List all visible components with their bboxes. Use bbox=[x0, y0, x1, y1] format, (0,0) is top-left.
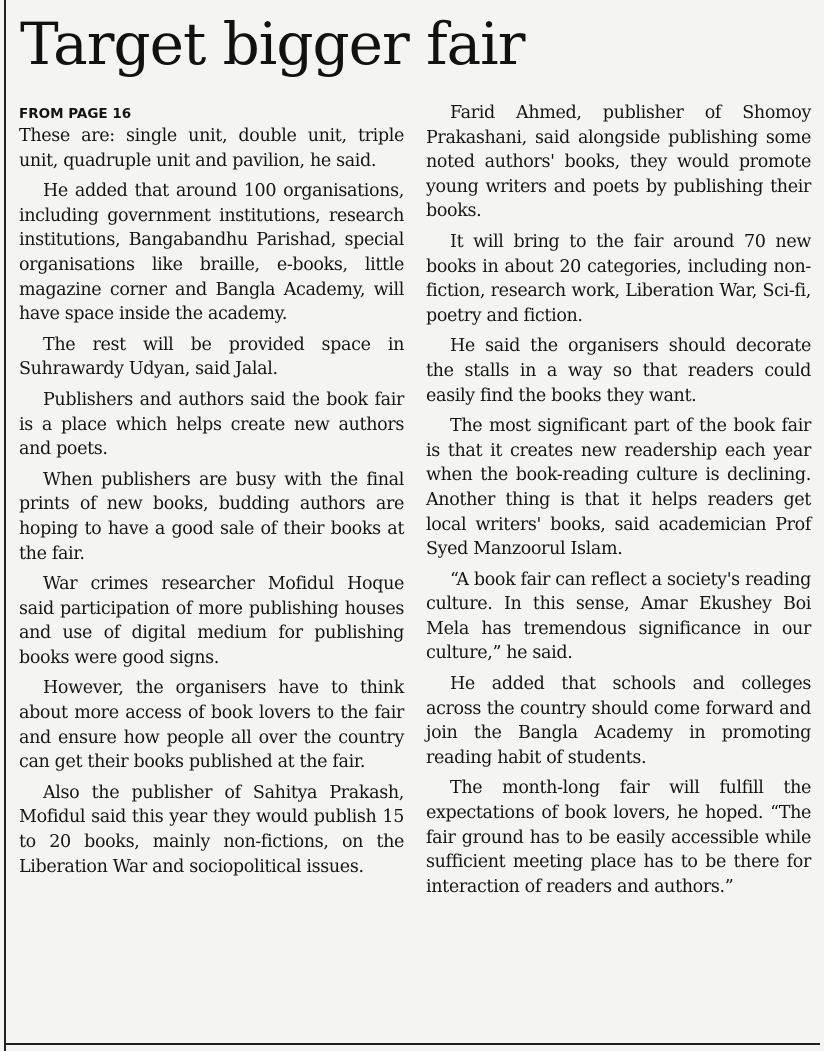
article-column-right bbox=[426, 101, 811, 899]
paragraph: Publishers and authors said the book fair is a place which helps create new authors and poets. bbox=[19, 389, 404, 460]
paragraph: Also the publisher of Sahitya Prakash, Mofidul said this year they would publish 15 to 20 books, mainly non-fictions, on the Liberation War and sociopolitical issues. bbox=[19, 782, 404, 877]
paragraph: However, the organisers have to think about more access of book lovers to the fair and ensure how people all over the country can get their books published at the fair. bbox=[19, 678, 404, 773]
headline: Target bigger fair bbox=[20, 10, 525, 78]
paragraph: Farid Ahmed, publisher of Shomoy Prakashani, said alongside publishing some noted authors' books, they would promote young writers and poets by publishing their books. bbox=[426, 103, 811, 222]
paragraph: He added that around 100 organisations, including government institutions, research institutions, Bangabandhu Parishad, special organisations like braille, e-books, little magazine corner and Bangla Academy, will have space inside the academy. bbox=[19, 181, 404, 325]
paragraph: It will bring to the fair around 70 new books in about 20 categories, including non-fiction, research work, Liberation War, Sci-fi, poetry and fiction. bbox=[426, 231, 811, 326]
left-column-rule bbox=[4, 0, 6, 1051]
continuation-kicker: FROM PAGE 16 bbox=[19, 106, 132, 122]
article-column-left bbox=[19, 104, 404, 879]
paragraph: The month-long fair will fulfill the expectations of book lovers, he hoped. “The fair ground has to be easily accessible while sufficient meeting place has to be there for interaction of readers and authors.” bbox=[426, 778, 811, 897]
paragraph: The rest will be provided space in Suhrawardy Udyan, said Jalal. bbox=[19, 334, 404, 380]
paragraph: These are: single unit, double unit, triple unit, quadruple unit and pavilion, he said. bbox=[19, 126, 404, 171]
paragraph: “A book fair can reflect a society's reading culture. In this sense, Amar Ekushey Boi Mela has tremendous significance in our culture,” he said. bbox=[426, 569, 811, 664]
bottom-rule bbox=[4, 1043, 820, 1045]
paragraph: He said the organisers should decorate the stalls in a way so that readers could easily find the books they want. bbox=[426, 336, 811, 406]
paragraph: The most significant part of the book fair is that it creates new readership each year when the book-reading culture is declining. Another thing is that it helps readers get local writers' books, said academician Prof Syed Manzoorul Islam. bbox=[426, 416, 811, 560]
paragraph: He added that schools and colleges across the country should come forward and join the Bangla Academy in promoting reading habit of students. bbox=[426, 674, 811, 768]
paragraph: War crimes researcher Mofidul Hoque said participation of more publishing houses and use of digital medium for publishing books were good signs. bbox=[19, 574, 404, 668]
paragraph: When publishers are busy with the final prints of new books, budding authors are hoping to have a good sale of their books at the fair. bbox=[19, 469, 404, 564]
